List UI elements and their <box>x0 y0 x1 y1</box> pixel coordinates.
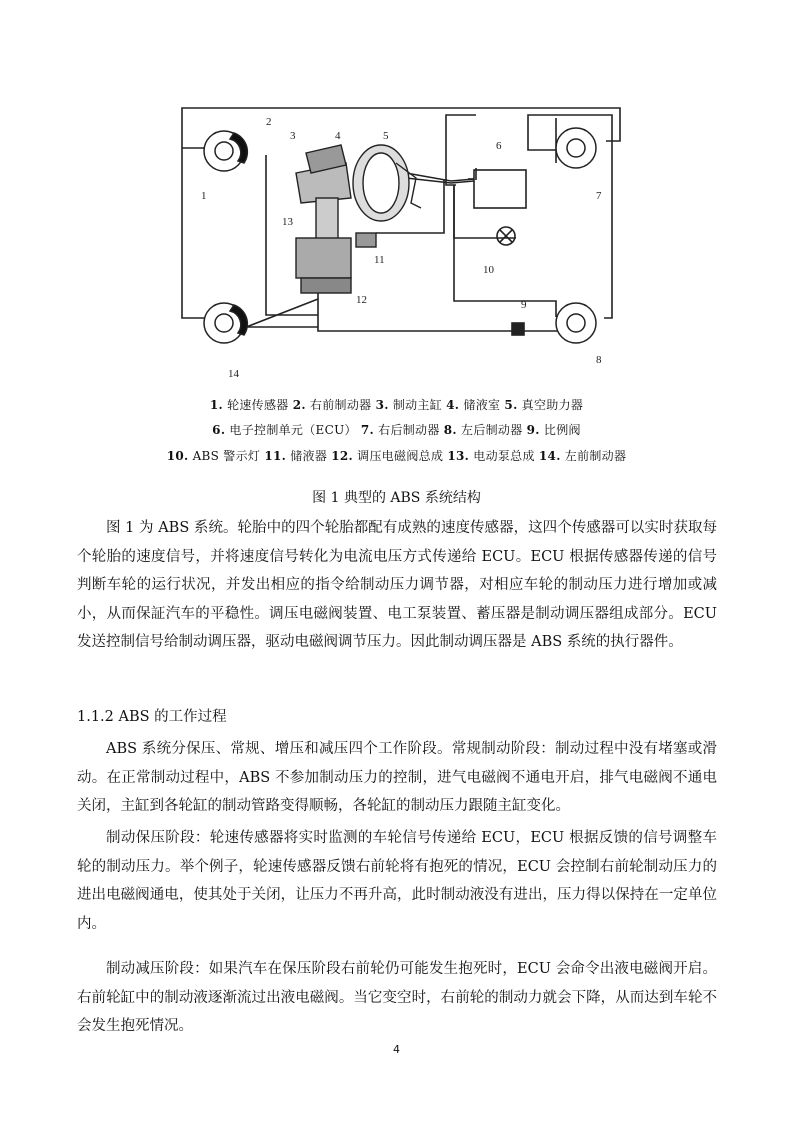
label-12: 12 <box>356 294 367 306</box>
label-10: 10 <box>483 264 494 276</box>
label-5: 5 <box>383 130 389 142</box>
label-1: 1 <box>201 190 207 202</box>
label-9: 9 <box>521 299 527 311</box>
paragraph-normal-braking: ABS 系统分保压、常规、增压和减压四个工作阶段。常规制动阶段：制动过程中没有堵塞或滑动。在正常制动过程中，ABS 不参加制动压力的控制，进气电磁阀不通电开启，排气电磁阀不通电关闭，主缸到各轮缸的制动管路变得顺畅，各轮缸的制动压力跟随主缸变化。 <box>77 741 717 815</box>
paragraph-abs-overview: 图 1 为 ABS 系统。轮胎中的四个轮胎都配有成熟的速度传感器，这四个传感器可以实时获取每个轮胎的速度信号，并将速度信号转化为电流电压方式传递给 ECU。ECU 根据传感器传递的信号判断车轮的运行状况，并发出相应的指令给制动压力调节器，对相应车轮的制动压力进行增加或减小，从而保証汽车的平稳性。调压电磁阀装置、电工泵装置、蓄压器是制动调压器组成部分。ECU 发送控制信号给制动调压器，驱动电磁阀调节压力。因此制动调压器是 ABS 系统的执行器件。 <box>77 520 717 651</box>
label-3: 3 <box>290 130 296 142</box>
label-6: 6 <box>496 140 502 152</box>
label-8: 8 <box>596 354 602 366</box>
section-heading: 1.1.2 ABS 的工作过程 <box>77 709 227 725</box>
figure-legend-line-2: 6. 电子控制单元（ECU） 7. 右后制动器 8. 左后制动器 9. 比例阀 <box>212 423 581 437</box>
page-number: 4 <box>393 1043 400 1056</box>
label-13: 13 <box>282 216 293 228</box>
figure-caption: 图 1 典型的 ABS 系统结构 <box>312 490 481 506</box>
label-7: 7 <box>596 190 602 202</box>
abs-structure-diagram <box>176 103 636 388</box>
paragraph-pressure-release: 制动减压阶段：如果汽车在保压阶段右前轮仍可能发生抱死时，ECU 会命令出液电磁阀开启。右前轮缸中的制动液逐渐流过出液电磁阀。当它变空时，右前轮的制动力就会下降，从而达到车轮不会发生抱死情况。 <box>77 961 717 1035</box>
label-14: 14 <box>228 368 239 380</box>
label-2: 2 <box>266 116 272 128</box>
label-4: 4 <box>335 130 341 142</box>
figure-legend-line-1: 1. 轮速传感器 2. 右前制动器 3. 制动主缸 4. 储液室 5. 真空助力器 <box>209 398 584 412</box>
label-11: 11 <box>374 254 385 266</box>
figure-legend-line-3: 10. ABS 警示灯 11. 储液器 12. 调压电磁阀总成 13. 电动泵总成 14. 左前制动器 <box>166 449 627 463</box>
paragraph-pressure-hold: 制动保压阶段：轮速传感器将实时监测的车轮信号传递给 ECU，ECU 根据反馈的信号调整车轮的制动压力。举个例子，轮速传感器反馈右前轮将有抱死的情况，ECU 会控制右前轮制动压力的进出电磁阀通电，使其处于关闭，让压力不再升高，此时制动液没有进出，压力得以保持在一定单位内。 <box>77 830 717 932</box>
